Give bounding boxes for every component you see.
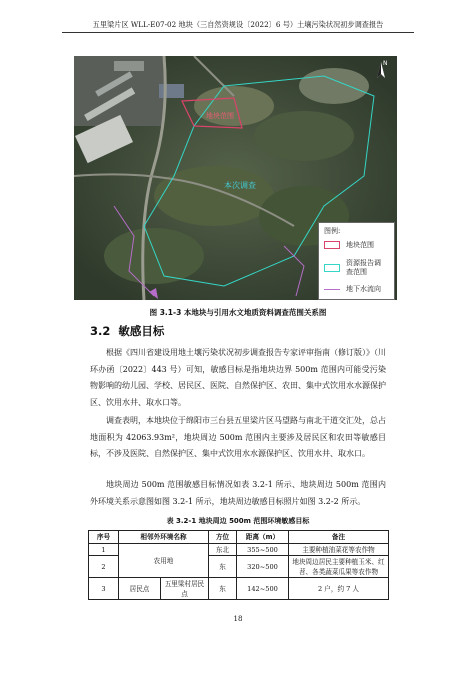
survey-swatch-icon bbox=[324, 264, 340, 272]
north-arrow-icon bbox=[370, 60, 392, 86]
table-row: 2 东 320~500 地块周边居民主要种植玉米、红苕、各类蔬菜瓜果等农作物 bbox=[89, 556, 389, 578]
legend-item-site: 地块范围 bbox=[324, 241, 374, 249]
section-title: 敏感目标 bbox=[118, 324, 165, 338]
farmland-cell: 农用地 bbox=[119, 544, 209, 578]
paragraph-2: 调查表明，本地块位于绵阳市三台县五里梁片区马望路与南北干道交汇处，总占地面积为 42063.93m²，地块周边 500m 范围内主要涉及居民区和农田等敏感目标，不涉及医院、自然保护区、集中式饮用水水源保护区、饮用水井、取水口。 bbox=[90, 416, 386, 458]
north-arrow bbox=[370, 60, 392, 88]
site-label: 地块范围 bbox=[206, 112, 234, 120]
legend-title: 图例: bbox=[324, 227, 341, 235]
legend-item-flow: 地下水流向 bbox=[324, 285, 381, 293]
page-header: 五里梁片区 WLL-E07-02 地块（三自然资规设〔2022〕6 号）土壤污染状况初步调查报告 bbox=[62, 18, 414, 33]
map-legend bbox=[318, 222, 395, 300]
site-swatch-icon bbox=[324, 241, 340, 249]
sensitive-targets-table bbox=[88, 530, 389, 600]
section-number: 3.2 bbox=[90, 324, 111, 338]
paragraph-3: 地块周边 500m 范围敏感目标情况如表 3.2-1 所示、地块周边 500m 范围内外环境关系示意图如图 3.2-1 所示，地块周边敏感目标照片如图 3.2-2 所示。 bbox=[90, 480, 386, 506]
flow-swatch-icon bbox=[324, 289, 340, 290]
header-note: 备注 bbox=[289, 531, 389, 544]
satellite-map bbox=[74, 56, 397, 300]
figure-caption: 图 3.1-3 本地块与引用水文地质资料调查范围关系图 bbox=[149, 308, 327, 317]
paragraph-1: 根据《四川省建设用地土壤污染状况初步调查报告专家评审指南（修订版）》（川环办函〔2022〕443 号）可知，敏感目标是指地块边界 500m 范围内可能受污染物影响的幼儿园、学校、居民区、医院、自然保护区、农田、集中式饮用水水源保护区、饮用水井、取水口等。 bbox=[90, 348, 386, 407]
legend-item-survey: 资源报告调查范围 bbox=[324, 259, 392, 277]
header-distance: 距离（m） bbox=[237, 531, 289, 544]
header-name: 相邻外环境名称 bbox=[119, 531, 209, 544]
header-direction: 方位 bbox=[209, 531, 237, 544]
header-no: 序号 bbox=[89, 531, 119, 544]
table-row: 3 居民点 五里梁村居民点 东 142~500 2 户，约 7 人 bbox=[89, 578, 389, 600]
table-header-row bbox=[89, 531, 389, 544]
area-label: 本次调查 bbox=[224, 181, 256, 190]
north-label: N bbox=[383, 60, 388, 67]
table-caption: 表 3.2-1 地块周边 500m 范围环境敏感目标 bbox=[166, 517, 310, 525]
section-heading bbox=[90, 323, 164, 339]
table-row: 1 农用地 东北 355~500 主要种植油菜花等农作物 bbox=[89, 544, 389, 556]
page-number: 18 bbox=[233, 615, 243, 623]
